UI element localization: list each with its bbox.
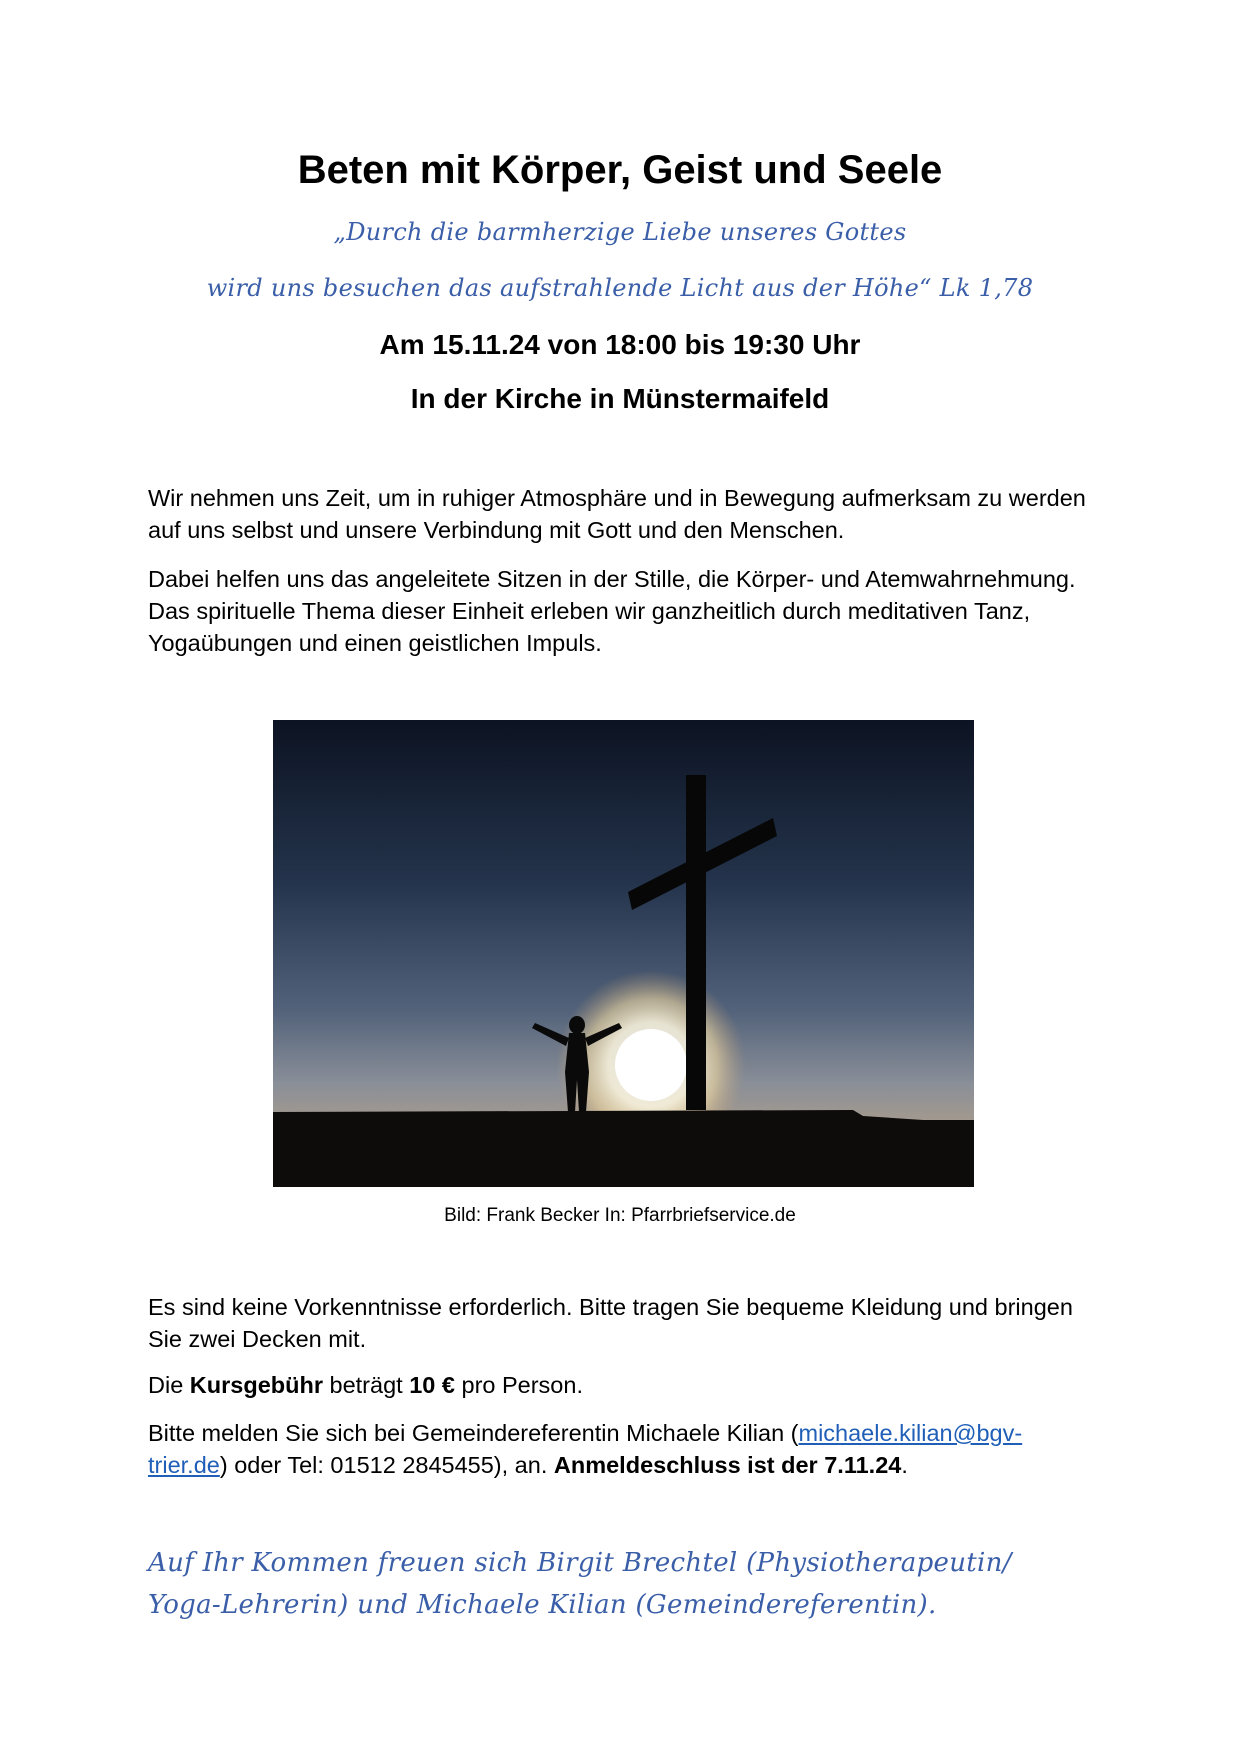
cross-sunset-photo (273, 720, 974, 1187)
fee-amount: 10 € (409, 1372, 455, 1398)
photo-caption: Bild: Frank Becker In: Pfarrbriefservice.de (444, 1205, 796, 1226)
fee-paragraph (148, 1369, 1088, 1401)
fee-suffix: pro Person. (454, 1372, 583, 1398)
contact-paragraph (148, 1417, 1088, 1481)
fee-prefix: Die (148, 1372, 190, 1398)
page-title: Beten mit Körper, Geist und Seele (297, 148, 943, 192)
details-paragraph: Es sind keine Vorkenntnisse erforderlich. Bitte tragen Sie bequeme Kleidung und bringen Sie zwei Decken mit. (148, 1294, 1073, 1352)
event-date: Am 15.11.24 von 18:00 bis 19:30 Uhr (379, 329, 861, 360)
contact-suffix: ) oder Tel: 01512 2845455), an. (219, 1452, 554, 1478)
fee-middle: beträgt (322, 1372, 410, 1398)
fee-label: Kursgebühr (189, 1372, 323, 1398)
event-place: In der Kirche in Münstermaifeld (410, 383, 830, 414)
email-link[interactable]: michaele.kilian@bgv-trier.de (148, 1420, 1023, 1478)
registration-deadline: Anmeldeschluss ist der 7.11.24 (553, 1452, 902, 1478)
closing-signature: Auf Ihr Kommen freuen sich Birgit Brechtel (Physiotherapeutin/ Yoga-Lehrerin) und Michaele Kilian (Gemeindereferentin). (148, 1548, 1012, 1620)
quote-line-2: wird uns besuchen das aufstrahlende Licht aus der Höhe“ Lk 1,78 (206, 274, 1034, 302)
intro-paragraph-1: Wir nehmen uns Zeit, um in ruhiger Atmosphäre und in Bewegung aufmerksam zu werden auf uns selbst und unsere Verbindung mit Gott und den Menschen. (148, 485, 1086, 543)
deadline-end: . (901, 1452, 908, 1478)
contact-prefix: Bitte melden Sie sich bei Gemeindereferentin Michaele Kilian ( (148, 1420, 799, 1446)
quote-line-1: „Durch die barmherzige Liebe unseres Gottes (333, 218, 907, 246)
intro-paragraph-2: Dabei helfen uns das angeleitete Sitzen in der Stille, die Körper- und Atemwahrnehmung. Das spirituelle Thema dieser Einheit erleben wir ganzheitlich durch meditativen Tanz, Yogaübungen und einen geistlichen Impuls. (148, 566, 1076, 656)
